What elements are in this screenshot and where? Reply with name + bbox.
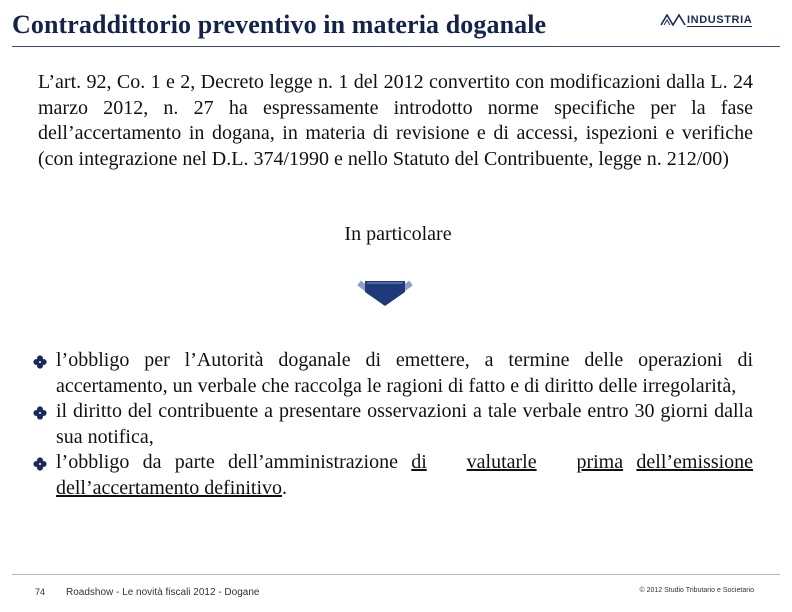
logo-text: INDUSTRIA <box>687 13 753 26</box>
diamond-bullet-icon <box>33 457 47 471</box>
list-item <box>33 348 753 399</box>
diamond-bullet-icon <box>33 355 47 369</box>
underlined-word: di <box>411 451 427 473</box>
center-heading: In particolare <box>344 223 452 245</box>
page-title: Contraddittorio preventivo in materia doganale <box>12 10 547 39</box>
underlined-phrase: dell’emissione dell’accertamento definitivo <box>56 451 754 499</box>
bullet-text: il diritto del contribuente a presentare osservazioni a tale verbale entro 30 giorni dalla sua notifica, <box>56 400 753 448</box>
list-item <box>33 450 753 501</box>
header-rule <box>12 46 780 47</box>
logo-mark-icon <box>660 14 686 26</box>
intro-paragraph: L’art. 92, Co. 1 e 2, Decreto legge n. 1 del 2012 convertito con modificazioni dalla L. 24 marzo 2012, n. 27 ha espressamente introdotto norme specifiche per la fase dell’accertamento in dogana, in materia di revisione e di accessi, ispezioni e verifiche (con integrazione nel D.L. 374/1990 e nello Statuto del Contribuente, legge n. 212/00) <box>38 71 753 170</box>
logo <box>660 11 784 29</box>
page-number: 74 <box>35 587 46 597</box>
underlined-word: valutarle <box>466 451 537 473</box>
bullet-text-end: . <box>282 476 288 499</box>
down-arrow-icon <box>357 280 413 314</box>
footer-caption: Roadshow - Le novità fiscali 2012 - Dogane <box>66 587 260 598</box>
bullet-text-lead: l’obbligo da parte dell’amministrazione <box>56 451 412 473</box>
bullet-list <box>33 348 753 501</box>
underlined-word: prima <box>576 451 624 473</box>
list-item <box>33 399 753 450</box>
diamond-bullet-icon <box>33 406 47 420</box>
footer-copyright: © 2012 Studio Tributario e Societario <box>639 587 754 594</box>
footer-rule <box>12 574 780 575</box>
bullet-text: l’obbligo per l’Autorità doganale di emettere, a termine delle operazioni di accertamento, un verbale che raccolga le ragioni di fatto e di diritto delle irregolarità, <box>56 349 753 397</box>
